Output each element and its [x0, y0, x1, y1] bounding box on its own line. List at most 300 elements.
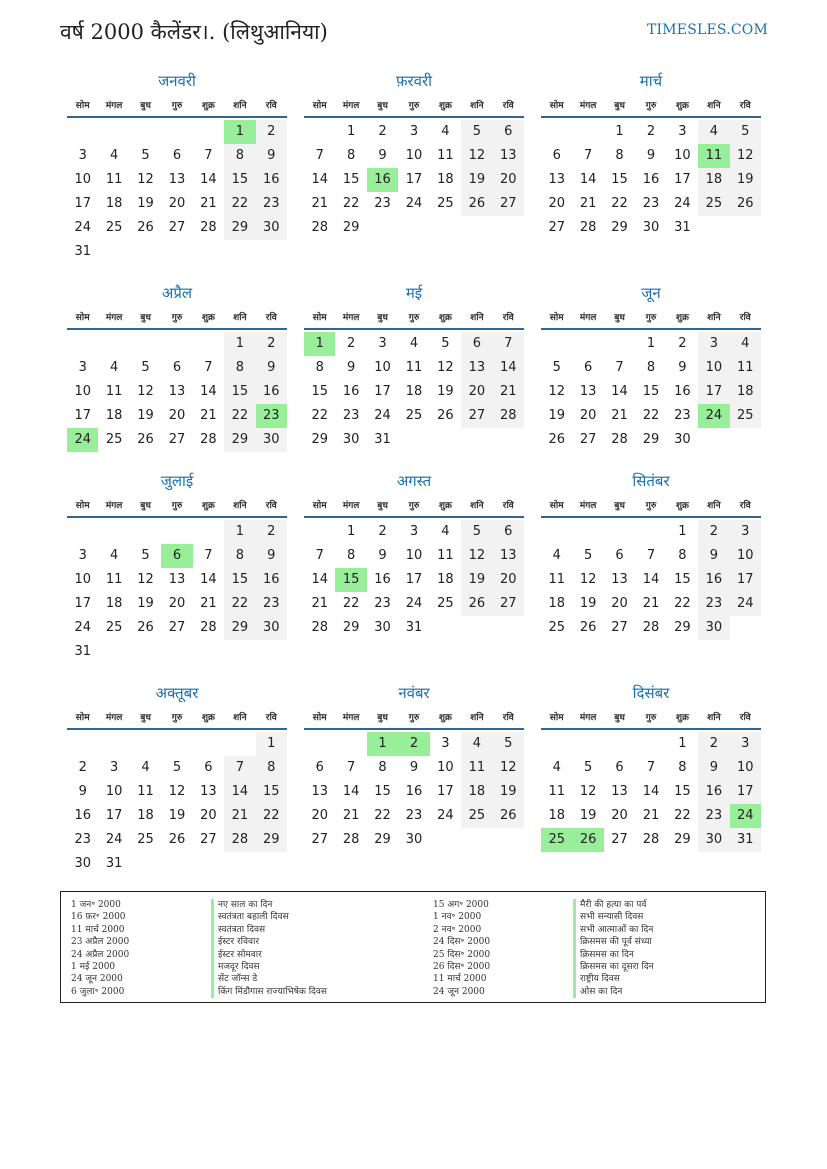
day-cell: 21 — [642, 596, 660, 611]
day-cell: 28 — [342, 832, 360, 847]
day-cell: 5 — [141, 360, 150, 375]
holiday-date: 1 जन॰ 2000 — [71, 900, 121, 910]
day-cell: 2 — [378, 124, 387, 139]
day-cell: 24 — [674, 196, 691, 211]
day-cell: 19 — [579, 596, 597, 611]
day-cell: 11 — [437, 148, 454, 163]
day-cell: 6 — [493, 520, 524, 544]
day-cell: 28 — [642, 832, 660, 847]
weekday-label: मंगल — [105, 312, 123, 323]
day-cell: 11 — [105, 172, 123, 187]
day-cell: 9 — [346, 360, 356, 375]
day-cell: 1 — [346, 524, 356, 539]
day-cell: 17 — [730, 568, 761, 592]
day-cell: 23 — [256, 592, 287, 616]
day-cell: 29 — [224, 428, 255, 452]
day-cell: 6 — [615, 548, 624, 563]
holiday-name: किंग मिंडौगास राज्याभिषेक दिवस — [211, 986, 327, 998]
day-cell: 9 — [409, 760, 419, 775]
day-cell: 3 — [409, 524, 419, 539]
weekday-label: सोम — [312, 712, 327, 723]
day-cell: 15 — [224, 568, 255, 592]
empty-cell — [635, 732, 666, 756]
day-cell: 3 — [441, 736, 450, 751]
day-cell: 8 — [224, 544, 255, 568]
day-cell: 1 — [646, 336, 656, 351]
weekday-label: शुक्र — [675, 312, 689, 323]
day-cell: 12 — [168, 784, 186, 799]
weekday-label: मंगल — [105, 500, 123, 511]
day-cell: 26 — [168, 832, 186, 847]
empty-cell — [193, 120, 224, 144]
day-cell: 23 — [374, 196, 391, 211]
day-cell: 14 — [611, 384, 628, 399]
empty-cell — [161, 520, 192, 544]
day-cell: 21 — [311, 196, 328, 211]
day-cell: 23 — [674, 408, 691, 423]
holiday-name: स्वतंत्रता बहाली दिवस — [211, 911, 327, 923]
day-cell: 29 — [342, 620, 360, 635]
day-cell: 21 — [642, 808, 660, 823]
day-cell: 17 — [405, 172, 423, 187]
day-cell: 13 — [461, 356, 492, 380]
month-name: जून — [641, 284, 661, 302]
day-cell: 29 — [674, 832, 691, 847]
day-cell: 1 — [346, 124, 356, 139]
day-cell: 2 — [378, 524, 387, 539]
day-cell: 5 — [461, 520, 492, 544]
empty-cell — [604, 332, 635, 356]
day-cell: 17 — [674, 172, 691, 187]
holiday-dates-right — [433, 899, 490, 998]
weekday-label: गुरु — [171, 100, 183, 111]
weekday-header — [541, 92, 761, 118]
day-cell: 2 — [646, 124, 656, 139]
weekday-header — [304, 92, 524, 118]
month-block — [304, 282, 524, 452]
day-cell: 4 — [552, 760, 561, 775]
day-cell: 21 — [579, 196, 597, 211]
holiday-name: राष्ट्रीय दिवस — [573, 973, 654, 985]
day-cell: 18 — [105, 596, 123, 611]
day-cell: 13 — [168, 572, 186, 587]
day-cell: 23 — [405, 808, 423, 823]
day-cell: 17 — [74, 408, 91, 423]
day-cell: 19 — [461, 168, 492, 192]
day-cell: 15 — [256, 780, 287, 804]
weekday-label: सोम — [75, 500, 90, 511]
day-cell: 23 — [698, 592, 729, 616]
day-cell: 22 — [224, 592, 255, 616]
day-cell: 22 — [642, 408, 660, 423]
day-cell: 3 — [678, 124, 687, 139]
day-cell: 11 — [437, 548, 454, 563]
day-cell: 26 — [137, 620, 154, 635]
day-cell: 27 — [611, 620, 628, 635]
day-cell: 31 — [105, 856, 123, 871]
weekday-label: बुध — [377, 100, 388, 111]
day-cell: 4 — [409, 336, 419, 351]
day-cell: 30 — [374, 620, 391, 635]
day-cell: 29 — [224, 616, 255, 640]
empty-cell — [541, 520, 572, 544]
holiday-date: 23 अप्रैल 2000 — [71, 937, 130, 948]
weekday-label: बुध — [377, 500, 388, 511]
empty-cell — [98, 332, 129, 356]
day-cell: 20 — [493, 168, 524, 192]
day-cell: 12 — [461, 544, 492, 568]
day-cell: 7 — [646, 760, 656, 775]
empty-cell — [224, 732, 255, 756]
day-cell: 26 — [493, 804, 524, 828]
weekday-label: बुध — [377, 712, 388, 723]
day-cell: 24 — [405, 596, 423, 611]
day-cell: 10 — [437, 760, 454, 775]
day-cell: 25 — [105, 220, 123, 235]
holiday-date: 16 फ़र॰ 2000 — [71, 912, 126, 923]
day-grid — [304, 332, 524, 452]
day-cell: 22 — [374, 808, 391, 823]
weekday-label: सोम — [75, 712, 90, 723]
weekday-label: रवि — [739, 500, 751, 511]
day-cell: 19 — [730, 168, 761, 192]
day-cell: 27 — [168, 432, 186, 447]
day-cell: 10 — [405, 148, 423, 163]
day-cell: 5 — [730, 120, 761, 144]
day-grid — [304, 732, 524, 852]
day-cell: 2 — [698, 520, 729, 544]
empty-cell — [572, 120, 603, 144]
day-cell: 14 — [579, 172, 597, 187]
day-cell: 23 — [256, 192, 287, 216]
day-cell: 27 — [493, 192, 524, 216]
holiday-date: 6 जुला॰ 2000 — [71, 986, 125, 997]
weekday-label: बुध — [140, 500, 151, 511]
holiday-date: 2 नव॰ 2000 — [433, 924, 482, 935]
day-grid — [304, 520, 524, 640]
weekday-label: गुरु — [645, 712, 657, 723]
day-cell: 11 — [548, 784, 565, 799]
day-cell: 31 — [374, 432, 391, 447]
day-cell: 21 — [311, 596, 328, 611]
day-cell: 6 — [552, 148, 561, 163]
holiday-name: क्रिसमस का दूसरा दिन — [573, 961, 654, 973]
day-cell: 19 — [137, 408, 154, 423]
day-cell: 30 — [342, 432, 360, 447]
day-cell: 28 — [493, 404, 524, 428]
holiday-name: स्वतंत्रता दिवस — [211, 924, 327, 936]
day-cell: 20 — [611, 808, 628, 823]
day-cell: 18 — [137, 808, 154, 823]
day-cell: 14 — [200, 572, 217, 587]
day-cell: 27 — [461, 404, 492, 428]
day-cell: 6 — [583, 360, 593, 375]
weekday-label: शनि — [233, 712, 247, 723]
day-cell: 31 — [674, 220, 691, 235]
day-cell: 7 — [346, 760, 356, 775]
weekday-label: मंगल — [342, 100, 360, 111]
weekday-label: सोम — [549, 500, 564, 511]
weekday-label: शुक्र — [438, 312, 452, 323]
day-cell: 8 — [678, 548, 687, 563]
day-cell: 29 — [256, 828, 287, 852]
day-cell: 20 — [579, 408, 597, 423]
day-cell: 23 — [374, 596, 391, 611]
weekday-label: शुक्र — [438, 500, 452, 511]
day-cell: 28 — [311, 620, 328, 635]
day-cell: 16 — [256, 380, 287, 404]
month-block — [304, 470, 524, 664]
empty-cell — [161, 120, 192, 144]
day-cell: 3 — [78, 148, 87, 163]
day-cell: 9 — [78, 784, 87, 799]
day-cell: 14 — [224, 780, 255, 804]
weekday-label: बुध — [614, 312, 625, 323]
weekday-label: शनि — [707, 500, 721, 511]
weekday-label: शनि — [233, 312, 247, 323]
day-cell: 20 — [611, 596, 628, 611]
day-cell: 26 — [437, 408, 454, 423]
weekday-header — [304, 492, 524, 518]
weekday-label: शुक्र — [201, 712, 215, 723]
day-cell: 13 — [168, 384, 186, 399]
day-cell: 14 — [311, 172, 328, 187]
month-block — [67, 70, 287, 264]
day-cell: 27 — [168, 620, 186, 635]
day-cell: 16 — [698, 780, 729, 804]
day-cell: 30 — [405, 832, 423, 847]
page-title: वर्ष 2000 कैलेंडर।. (लिथुआनिया) — [60, 20, 328, 44]
day-cell: 23 — [698, 804, 729, 828]
brand-link[interactable]: TIMESLES.COM — [647, 22, 768, 38]
day-cell: 26 — [137, 220, 154, 235]
day-cell: 24 — [74, 620, 91, 635]
day-cell: 31 — [74, 244, 91, 259]
weekday-label: सोम — [75, 312, 90, 323]
weekday-label: शुक्र — [675, 712, 689, 723]
day-cell: 16 — [74, 808, 91, 823]
empty-cell — [161, 732, 192, 756]
day-cell: 10 — [730, 544, 761, 568]
holiday-name: मजदूर दिवस — [211, 961, 327, 973]
day-cell: 18 — [405, 384, 423, 399]
month-block — [67, 682, 287, 876]
day-cell: 13 — [200, 784, 217, 799]
month-block — [304, 682, 524, 876]
month-name: नवंबर — [398, 684, 430, 702]
day-cell: 6 — [204, 760, 213, 775]
day-cell: 8 — [224, 144, 255, 168]
day-cell: 19 — [548, 408, 565, 423]
day-cell: 13 — [493, 544, 524, 568]
day-cell: 20 — [200, 808, 217, 823]
day-cell: 7 — [204, 360, 213, 375]
empty-cell — [193, 732, 224, 756]
day-cell: 9 — [678, 360, 687, 375]
weekday-label: रवि — [265, 312, 277, 323]
day-cell: 4 — [552, 548, 561, 563]
day-cell: 26 — [461, 192, 492, 216]
month-name: अक्तूबर — [155, 684, 199, 702]
day-cell: 17 — [730, 780, 761, 804]
weekday-header — [67, 492, 287, 518]
day-cell: 23 — [342, 408, 360, 423]
day-cell: 7 — [493, 332, 524, 356]
day-cell: 12 — [579, 784, 597, 799]
day-cell: 31 — [405, 620, 423, 635]
day-cell: 12 — [437, 360, 454, 375]
day-cell: 8 — [256, 756, 287, 780]
holiday-day-cell: 1 — [367, 732, 398, 756]
weekday-label: सोम — [312, 312, 327, 323]
day-cell: 9 — [378, 148, 387, 163]
day-cell: 28 — [311, 220, 328, 235]
day-cell: 25 — [730, 404, 761, 428]
holiday-name: सभी सन्यासी दिवस — [573, 911, 654, 923]
day-cell: 12 — [548, 384, 565, 399]
day-cell: 27 — [579, 432, 597, 447]
day-cell: 7 — [224, 756, 255, 780]
weekday-label: शुक्र — [675, 100, 689, 111]
month-name: मार्च — [639, 72, 663, 90]
day-cell: 2 — [256, 332, 287, 356]
day-cell: 11 — [105, 572, 123, 587]
holiday-name: सेंट जॉन्स डे — [211, 973, 327, 985]
day-cell: 16 — [642, 172, 660, 187]
empty-cell — [193, 332, 224, 356]
holiday-day-cell: 1 — [304, 332, 335, 356]
day-cell: 18 — [105, 408, 123, 423]
weekday-label: मंगल — [342, 312, 360, 323]
day-cell: 1 — [615, 124, 624, 139]
weekday-label: मंगल — [579, 100, 597, 111]
day-cell: 11 — [137, 784, 154, 799]
day-cell: 27 — [493, 592, 524, 616]
day-cell: 2 — [256, 520, 287, 544]
empty-cell — [541, 120, 572, 144]
day-cell: 4 — [441, 524, 450, 539]
holiday-list — [60, 891, 766, 1003]
weekday-label: शुक्र — [201, 100, 215, 111]
weekday-label: सोम — [549, 712, 564, 723]
weekday-label: शुक्र — [675, 500, 689, 511]
day-cell: 17 — [74, 196, 91, 211]
day-cell: 24 — [405, 196, 423, 211]
day-cell: 28 — [642, 620, 660, 635]
day-cell: 5 — [552, 360, 561, 375]
empty-cell — [161, 332, 192, 356]
day-cell: 15 — [642, 384, 660, 399]
holiday-name: नए साल का दिन — [211, 899, 327, 911]
holiday-name: क्रिसमस का दिन — [573, 949, 654, 961]
day-cell: 8 — [346, 548, 356, 563]
day-cell: 14 — [642, 784, 660, 799]
day-cell: 9 — [256, 544, 287, 568]
holiday-name: क्रिसमस की पूर्व संध्या — [573, 936, 654, 948]
weekday-label: शनि — [470, 500, 484, 511]
day-cell: 10 — [74, 384, 91, 399]
empty-cell — [304, 732, 335, 756]
weekday-label: शनि — [707, 712, 721, 723]
holiday-date: 15 अग॰ 2000 — [433, 900, 489, 910]
day-cell: 19 — [137, 596, 154, 611]
day-cell: 3 — [109, 760, 119, 775]
day-cell: 30 — [698, 828, 729, 852]
weekday-label: शनि — [470, 312, 484, 323]
day-cell: 5 — [141, 548, 150, 563]
empty-cell — [130, 520, 161, 544]
day-cell: 29 — [611, 220, 628, 235]
weekday-header — [67, 92, 287, 118]
weekday-label: रवि — [502, 312, 514, 323]
holiday-day-cell: 2 — [398, 732, 429, 756]
month-block — [541, 682, 761, 876]
day-cell: 17 — [698, 380, 729, 404]
weekday-label: रवि — [502, 500, 514, 511]
day-cell: 5 — [141, 148, 150, 163]
day-cell: 25 — [105, 620, 123, 635]
weekday-label: बुध — [614, 100, 625, 111]
day-cell: 9 — [256, 356, 287, 380]
day-cell: 29 — [674, 620, 691, 635]
day-cell: 4 — [698, 120, 729, 144]
day-cell: 29 — [224, 216, 255, 240]
weekday-label: मंगल — [579, 312, 597, 323]
day-cell: 21 — [342, 808, 360, 823]
holiday-date: 1 नव॰ 2000 — [433, 912, 482, 923]
day-cell: 18 — [730, 380, 761, 404]
day-cell: 7 — [204, 548, 213, 563]
day-cell: 8 — [615, 148, 624, 163]
day-cell: 18 — [437, 172, 454, 187]
day-cell: 7 — [204, 148, 213, 163]
weekday-label: सोम — [312, 500, 327, 511]
day-cell: 5 — [583, 760, 593, 775]
empty-cell — [130, 732, 161, 756]
month-block — [541, 470, 761, 664]
day-cell: 4 — [109, 360, 119, 375]
holiday-date: 24 दिस॰ 2000 — [433, 937, 491, 948]
day-cell: 8 — [315, 360, 324, 375]
day-cell: 21 — [224, 804, 255, 828]
day-grid — [67, 332, 287, 452]
weekday-label: शुक्र — [438, 712, 452, 723]
holiday-name: सभी आत्माओं का दिन — [573, 924, 654, 936]
holiday-day-cell: 25 — [541, 828, 572, 852]
day-cell: 19 — [493, 780, 524, 804]
weekday-label: बुध — [614, 500, 625, 511]
weekday-label: गुरु — [171, 500, 183, 511]
holiday-day-cell: 6 — [161, 544, 192, 568]
empty-cell — [335, 732, 366, 756]
day-cell: 26 — [137, 432, 154, 447]
weekday-label: मंगल — [579, 500, 597, 511]
day-cell: 21 — [493, 380, 524, 404]
month-name: सितंबर — [632, 472, 670, 490]
day-cell: 11 — [405, 360, 423, 375]
day-cell: 15 — [311, 384, 328, 399]
day-cell: 9 — [698, 756, 729, 780]
day-cell: 7 — [583, 148, 593, 163]
weekday-label: शनि — [707, 312, 721, 323]
day-cell: 12 — [493, 756, 524, 780]
weekday-label: शनि — [470, 712, 484, 723]
weekday-label: गुरु — [408, 312, 420, 323]
day-cell: 21 — [611, 408, 628, 423]
day-cell: 8 — [646, 360, 656, 375]
day-cell: 24 — [374, 408, 391, 423]
weekday-label: मंगल — [579, 712, 597, 723]
